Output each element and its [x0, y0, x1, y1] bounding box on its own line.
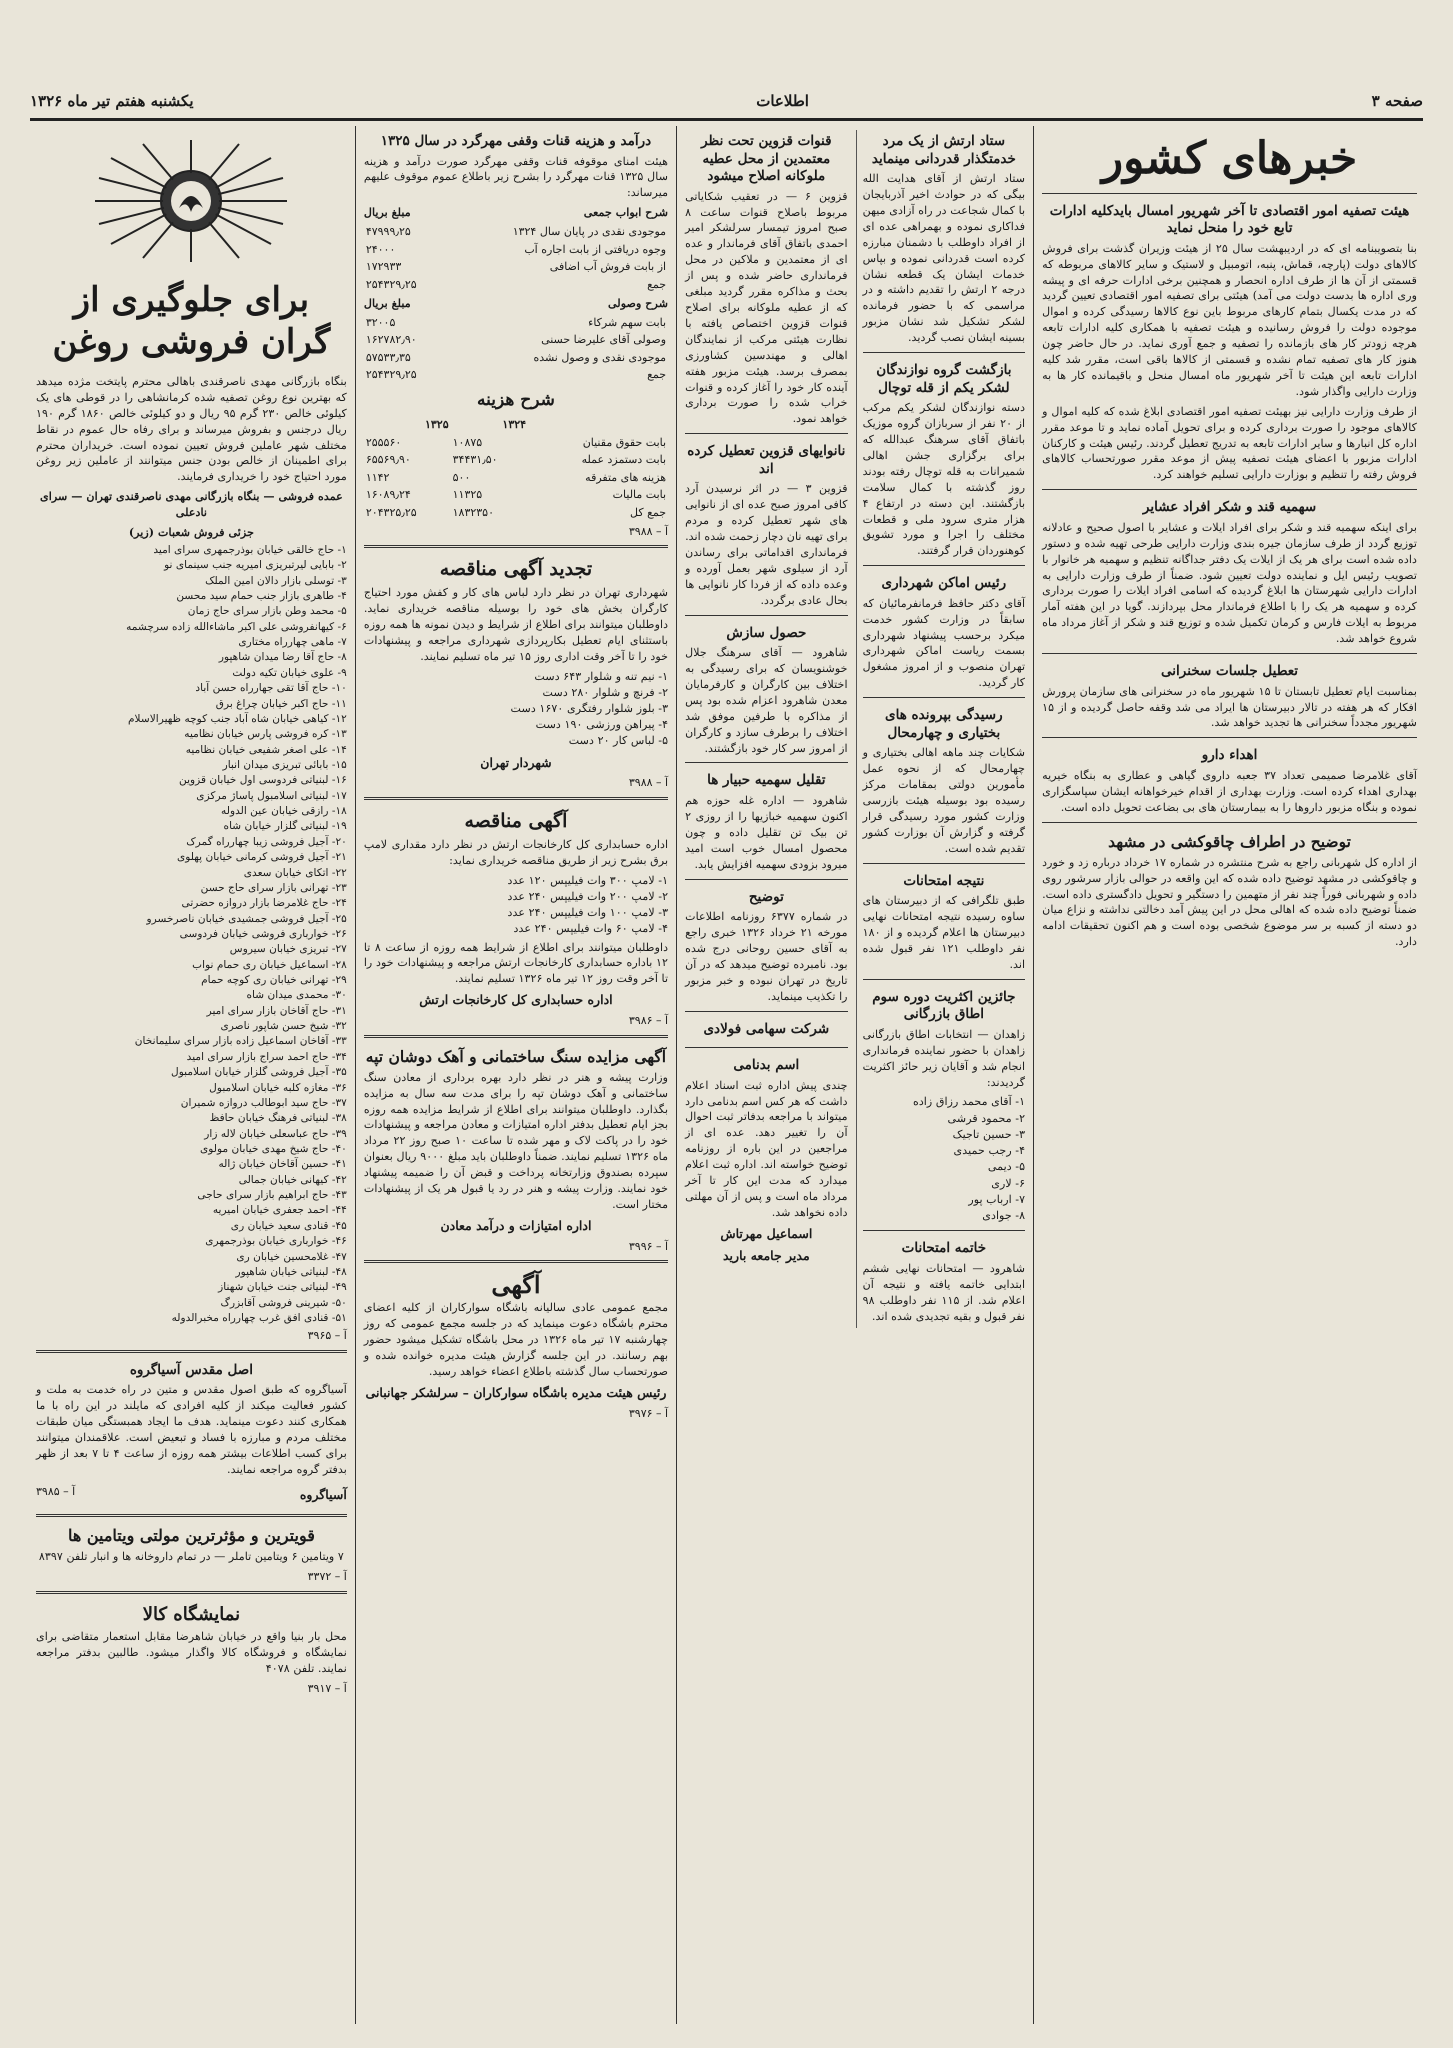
article-title: رسیدگی بپرونده های بختیاری و چهارمحال	[885, 707, 1003, 741]
divider	[1042, 653, 1417, 654]
ad-code: آ – ۳۹۷۶	[628, 1406, 669, 1420]
column-notices	[355, 126, 676, 2024]
list-item: ۴۲- کیهانی خیابان جمالی	[238, 1173, 347, 1186]
divider	[685, 879, 848, 880]
ad-code-row	[364, 1013, 668, 1029]
notice-body: مجمع عمومی عادی سالیانه باشگاه سوارکاران از کلیه اعضای محترم باشگاه دعوت مینماید که در جلسه مجمع عمومی که روز چهارشنبه ۱۷ تیر ماه ۱۳۲۶ در محل باشگاه تشکیل میشود حضور بهم رسانند. در این جلسه گزارش هیئت مدیره خوانده شده و صورتحساب سال گذشته باطلاع اعضاء خواهد رسید.	[363, 1301, 669, 1379]
cell-label: موجودی نقدی و وصول نشده	[533, 350, 667, 364]
list-item: ۲۹- تهرانی خیابان ری کوچه حمام	[201, 974, 347, 987]
divider	[685, 762, 848, 763]
article-body: از طرف وزارت دارایی نیز بهیئت تصفیه امور اقتصادی ابلاغ شده که کلیه اموال و کالاهای موجود را صورت برداری کرده و برای تحویل آماده نماید و تا موعد مقرر اداره کل انبارها و سایر ادارات تابعه به تدریج تعطیل گردند. رئیس هیئت و کارکنان ادارات مزبور با اعضای هیئت تصفیه پیش از موعد مقرر صورتحساب کالاهای فروش رفته را تنظیم و بوزارت دارایی تسلیم خواهند کرد.	[1042, 404, 1417, 482]
list-item: ۸- جوادی	[982, 1209, 1026, 1223]
article-body: بمناسبت ایام تعطیل تابستان تا ۱۵ شهریور ماه در سخنرانی های سازمان پرورش افکار که هر هفته در تالار دبیرستان ها ایراد می شد وقفه حاصل گردیده و از ۱۵ شهریور مجدداً سخنرانی ها تجدید خواهد شد.	[1042, 684, 1417, 730]
list-item: ۴۶- خوارباری خیابان بوذرجمهری	[205, 1235, 347, 1248]
notice-title: درآمد و هزینه قنات وقفی مهرگرد در سال ۱۳۲۵	[380, 133, 652, 149]
divider	[1042, 737, 1417, 738]
column-news	[1033, 126, 1425, 2024]
cell-value: ۱۶۲۷۸۲٫۹۰	[365, 333, 417, 347]
cell-value: ۵۰۰	[452, 470, 471, 484]
signature: اسماعیل مهرتاش	[720, 1225, 813, 1241]
sun-emblem-icon	[81, 136, 301, 266]
column-provincial-news	[676, 126, 1033, 2024]
list-item: ۱۸- رازقی خیابان عین الدوله	[221, 805, 347, 818]
divider	[364, 1035, 668, 1038]
cell-label: از بابت فروش آب اضافی	[549, 260, 667, 274]
article-title: نانوایهای قزوین تعطیل کرده اند	[687, 443, 846, 477]
list-item: ۳- توسلی بازار دالان امین الملک	[205, 574, 347, 587]
notice-body: آسیاگروه که طبق اصول مقدس و متین در راه خدمت به ملت و کشور فعالیت میکند از کلیه افرادی که مایلند در این راه با ما همکاری کنند دعوت مینماید. هدف ما ایجاد همبستگی میان طبقات مختلف مردم و مبارزه با فساد و تبعیض است. علاقمندان میتوانند برای کسب اطلاعات بیشتر همه روزه از ساعت ۴ تا ۷ بعد از ظهر بدفتر گروه مراجعه نمایند.	[36, 1383, 347, 1476]
article-title: قنوات قزوین تحت نظر معتمدین از محل عطیه ملوکانه اصلاح میشود	[701, 133, 832, 185]
list-item: ۲- فرنچ و شلوار ۲۸۰ دست	[542, 685, 669, 699]
column-ads	[28, 126, 355, 2024]
article-body: برای اینکه سهمیه قند و شکر برای افراد ایلات و عشایر با اصول صحیح و عادلانه توزیع گردد از طرف سازمان جیره بندی وزارت دارایی طرحی تهیه شده و دستور داده شده است برای هر یک از ایلات یک دفتر جداگانه تنظیم و سهمیه هر خانوار با تصویب رئیس ایل و نماینده دولت تعیین شود. ضمناً از طرف وزارت دارایی به ادارات دارایی شهرستان ها ابلاغ گردیده که اسامی افراد ایلات را صورت برداری کرده و سهمیه هر یک را با اطلاع فرماندار محل بپردازند. گویا در این هفته آمار مربوط به ایلات فارس و کرمان تکمیل شده و توزیع قند و شکر از آغاز مرداد ماه شروع خواهد شد.	[1042, 520, 1417, 646]
notice-body: محل بار بنیا واقع در خیابان شاهرضا مقابل استعمار متقاضی برای نمایشگاه و فروشگاه کالا واگذار میشود. طالبین بدفتر مراجعه نمایند. تلفن ۴۰۷۸	[36, 1630, 347, 1676]
article-body: شاهرود — اداره غله حوزه هم اکنون سهمیه خبازیها را از روزی ۲ تن بیک تن تقلیل داده و چون محصول امسال خوب است امید میرود بزودی سهمیه افزایش یابد.	[685, 794, 848, 871]
ad-code-row	[364, 775, 668, 791]
columns	[28, 126, 1425, 2024]
cell-value: ۲۴۰۰۰	[365, 242, 396, 256]
divider	[1042, 822, 1417, 823]
article-title: حصول سازش	[726, 624, 807, 641]
list-item: ۲۲- اتکای خیابان سعدی	[243, 866, 347, 879]
article-body: آقای غلامرضا صمیمی تعداد ۳۷ جعبه داروی گیاهی و عطاری به بنگاه خیریه بهداری اهداء کرده است. وزارت بهداری از اقدام خیرخواهانه ایشان سپاسگزاری نموده و بنگاه مزبور داروها را به بیمارستان های بی بضاعت تحویل داده است.	[1042, 768, 1417, 814]
signature: شهردار تهران	[480, 754, 552, 770]
masthead-rule	[30, 118, 1423, 121]
table-row	[364, 258, 668, 276]
list-item: ۳۴- حاج احمد سراج بازار سرای امید	[186, 1050, 347, 1063]
cell-label: بابت دستمزد عمله	[581, 453, 667, 467]
notice-title: قویترین و مؤثرترین مولتی ویتامین ها	[67, 1525, 315, 1545]
table-row	[364, 349, 668, 367]
cell-label: جمع	[647, 278, 667, 291]
list-item: ۳۵- آجیل فروشی گلزار خیابان اسلامبول	[171, 1066, 347, 1079]
signature: رئیس هیئت مدیره باشگاه سوارکاران – سرلشکر جهانبانی	[365, 1384, 667, 1400]
article-body: قزوین ۶ — در تعقیب شکایاتی مربوط باصلاح قنوات ساعت ۸ صبح امروز تیمسار سرلشکر امیر احمدی باتفاق آقای فرماندار و عده ای از معتمدین و ملاکین در محل فرمانداری حاضر شده و پس از بحث و مذاکره مقرر گردید مبلغی که از عطیه ملوکانه برای اصلاح قنوات قزوین اختصاص یافته با نظارت هیئتی مرکب از نمایندگان اهالی و مهندسین کشاورزی بمصرف برسد. هیئت مزبور هفته آینده کار خود را آغاز کرده و قنوات خراب شده را صورت برداری خواهد نمود.	[685, 189, 848, 426]
article-body: بنا بتصویبنامه ای که در اردیبهشت سال ۲۵ از هیئت وزیران گذشت برای فروش کالاهای دولت (پارچه، قماش، پنبه، اتومبیل و لاستیک و سایر کالاهای مربوطه که قسمتی از آن ها از طرف اداره انحصار و همچنین برخی ادارات حرفه ای و پیشه وری اداره ها بدست دولت می آمد) هیئتی برای تصفیه امور اقتصادی تعیین گردید که در مدت یکسال بتمام کارهای مربوط باین نوع کالاها رسیدگی کرده و اموال موجوده دولت را فروش رسانیده و هیئت تصفیه با همکاری کلیه ادارات تابعه هرچه زودتر کار های بازمانده را تصفیه و جمع آوری نماید. در حال حاضر چون هنوز کار های تصفیه تمام نشده و قسمتی از کالاها باقی است، مقرر شد کلیه ادارات تابعه این هیئت تا آخر شهریور ماه امسال منحل و باقیمانده کار ها به وزارت دارایی واگذار شود.	[1042, 241, 1417, 398]
article-title: نتیجه امتحانات	[903, 872, 985, 889]
list-item: ۲- لامپ ۲۰۰ وات فیلیپس ۲۴۰ عدد	[507, 889, 669, 903]
list-item: ۳۷- حاج سید ابوطالب دروازه شمیران	[180, 1096, 347, 1109]
divider	[863, 979, 1026, 980]
list-item: ۹- علوی خیابان تکیه دولت	[232, 666, 347, 679]
article-title: اهداء دارو	[1201, 747, 1258, 764]
cell-value: ۲۵۴۳۲۹٫۲۵	[365, 278, 417, 291]
table-row	[364, 469, 668, 487]
cell-label: جمع کل	[630, 506, 667, 520]
table-caption: شرح ابواب جمعی	[583, 205, 669, 220]
notice-title: نمایشگاه کالا	[142, 1603, 241, 1625]
notice-body: وزارت پیشه و هنر در نظر دارد بهره برداری از معادن سنگ ساختمانی و آهک دوشان تپه را برای مدت سه سال به مزایده بگذارد. داوطلبان میتوانند برای اطلاع از شرایط مزایده همه روزه بجز ایام تعطیل بدفتر اداره امتیازات و معادن مراجعه و پیشنهادات خود را در پاکت لاک و مهر شده تا ساعت ۱۰ صبح روز ۲۲ مرداد ماه ۱۳۲۶ تسلیم نمایند. ضمناً داوطلبان باید مبلغ ۹۰۰۰ ریال بعنوان سپرده بصندوق وزارتخانه پرداخت و قبض آن را ضمیمه پیشنهاد خود نمایند. وزارت پیشه و هنر در رد یا قبول هر یک از پیشنهادات مختار است.	[363, 1070, 669, 1211]
cell-value: ۲۰۴۳۲۵٫۲۵	[365, 506, 417, 520]
list-item: ۷- ارباب پور	[968, 1192, 1026, 1206]
ad-code-row	[364, 524, 668, 540]
ad-code: آ – ۳۹۸۸	[628, 524, 669, 538]
article-title: بازگشت گروه نوازندگان لشکر یکم از قله توچال	[876, 362, 1012, 396]
list-item: ۲۰- آجیل فروشی زیبا چهارراه گمرک	[186, 835, 347, 848]
notice-body: شهرداری تهران در نظر دارد لباس های کار و کفش مورد احتیاج کارگران بخش های خود را بوسیله مناقصه خریداری نماید. داوطلبان میتوانند برای اطلاع از شرایط و دیدن نمونه ها همه روزه باستثنای ایام تعطیل بکارپردازی شهرداری مراجعه و پیشنهادات خود را تا آخر وقت اداری روز ۱۵ تیر ماه تسلیم نمایند.	[363, 586, 669, 663]
list-item: ۱۳- کره فروشی پارس خیابان نظامیه	[184, 728, 347, 741]
article-body: طبق تلگرافی که از دبیرستان های ساوه رسیده نتیجه امتحانات نهایی دبیرستان ها اعلام گردیده و از ۱۸۰ نفر داوطلب ۱۲۱ نفر قبول شده اند.	[862, 894, 1026, 971]
names-list	[863, 1094, 1026, 1224]
divider	[685, 1011, 848, 1012]
list-item: ۲۳- تهرانی بازار سرای حاج حسن	[200, 881, 347, 894]
list-item: ۴۹- لبنیاتی جنت خیابان شهناز	[218, 1281, 347, 1294]
divider	[1042, 489, 1417, 490]
signature: آسیاگروه	[299, 1486, 347, 1502]
divider	[364, 545, 668, 548]
emblem	[36, 136, 347, 271]
signature: اداره حسابداری کل کارخانجات ارتش	[419, 992, 613, 1008]
divider	[364, 1260, 668, 1263]
list-item: ۴- طاهری بازار جنب حمام سید محسن	[176, 590, 347, 603]
cell-label: جمع	[647, 368, 667, 382]
table-row	[364, 366, 668, 384]
list-item: ۶- لاری	[991, 1176, 1026, 1190]
divider	[685, 433, 848, 434]
list-item: ۳۸- لبنیاتی فرهنگ خیابان حافظ	[209, 1112, 347, 1125]
cell-label: موجودی نقدی در پایان سال ۱۳۲۴	[512, 225, 667, 239]
table-header	[364, 416, 668, 434]
list-item: ۲۵- آجیل فروشی جمشیدی خیابان ناصرخسرو	[146, 912, 347, 925]
cell-label: بابت حقوق مقنیان	[582, 435, 667, 449]
notice-title: آگهی مناقصه	[464, 810, 568, 833]
article-title: شرکت سهامی فولادی	[703, 1020, 830, 1037]
divider	[685, 615, 848, 616]
list-item: ۲۸- اسماعیل خیابان ری حمام نواب	[192, 958, 347, 971]
notice-body: اداره حسابداری کل کارخانجات ارتش در نظر دارد مقداری لامپ برق بشرح زیر از طریق مناقصه خریداری نماید:	[363, 837, 669, 867]
list-item: ۵۱- قنادی افق غرب چهارراه مخبرالدوله	[171, 1311, 347, 1324]
table-row	[364, 314, 668, 332]
cell-value: ۶۵۵۶۹٫۹۰	[365, 453, 411, 467]
article-body: ستاد ارتش از آقای هدایت الله بیگی که در حوادث اخیر آذربایجان با کمال شجاعت در راه آزادی میهن فداکاری نموده و بهمراهی عده ای از افراد داوطلب با دشمنان مبارزه کرده است قدردانی نموده و بپاس خدمات ایشان یک قطعه نشان درجه ۲ ارتش را تقدیم داشته و در مراسمی که با حضور فرمانده لشکر تشکیل شد نشان مزبور بسینه ایشان نصب گردید.	[862, 172, 1026, 345]
notice-intro: هیئت امنای موقوفه قنات وقفی مهرگرد صورت درآمد و هزینه سال ۱۳۲۵ قنات مهرگرد را بشرح زیر باطلاع عموم موقوف علیهم میرساند:	[363, 154, 669, 200]
list-item: ۳۹- حاج عباسعلی خیابان لاله زار	[204, 1127, 347, 1140]
divider	[863, 697, 1026, 698]
ad-code-row	[36, 1569, 347, 1585]
list-item: ۴۵- قنادی سعید خیابان ری	[230, 1219, 347, 1232]
column-header: ۱۳۲۴	[502, 418, 527, 432]
notice-title: تجدید آگهی مناقصه	[439, 558, 593, 581]
cell-value: ۳۲۰۰۵	[365, 315, 396, 329]
article-body: از اداره کل شهربانی راجع به شرح منتشره در شماره ۱۷ خرداد درباره زد و خورد و چاقوکشی در مشهد توضیح داده شده که این واقعه در حوالی بازار سرشور روی داده و شهربانی فوراً چند نفر از متهمین را دستگیر و تحویل دادگستری داده است. ضمناً توضیح داده شده که اهالی محل در این پیش آمد دخالتی نداشته و نزاع میان دو دسته از کسبه بر سر موضوع شخصی بوده است و هم اکنون تحقیقات ادامه دارد.	[1042, 855, 1417, 949]
cell-label: بابت مالیات	[612, 488, 667, 502]
divider	[36, 1591, 347, 1594]
list-item: ۱- لامپ ۳۰۰ وات فیلیپس ۱۲۰ عدد	[507, 873, 669, 887]
list-item: ۱۵- بابائی تبریزی میدان انبار	[222, 759, 347, 771]
list-item: ۴۱- حسین آقاخان خیابان ژاله	[218, 1158, 347, 1171]
list-item: ۴۳- حاج ابراهیم بازار سرای حاجی	[197, 1189, 347, 1202]
ad-code: آ – ۳۹۱۷	[307, 1682, 347, 1696]
list-item: ۱- آقای محمد رزاق زاده	[912, 1095, 1026, 1109]
list-item: ۲۷- تبریزی خیابان سیروس	[229, 943, 347, 956]
list-item: ۳۲- شیخ حسن شاپور ناصری	[220, 1020, 347, 1033]
cell-value: ۱۸۳۲۳۵۰	[452, 506, 494, 520]
finance-table	[364, 314, 668, 384]
cell-label: بابت سهم شرکاء	[588, 315, 667, 329]
divider	[863, 565, 1026, 566]
ad-code: آ – ۳۹۸۶	[628, 1013, 669, 1027]
notice-title: آگهی مزایده سنگ ساختمانی و آهک دوشان تپه	[365, 1046, 667, 1066]
list-item: ۵- لباس کار ۲۰ دست	[568, 734, 669, 748]
issue-date: یکشنبه هفتم تیر ماه ۱۳۲۶	[30, 92, 194, 110]
table-caption: شرح وصولی	[607, 295, 669, 310]
ad-code: آ – ۳۹۶۵	[307, 1329, 347, 1343]
list-item: ۵- دیمی	[987, 1160, 1026, 1174]
cell-value: ۱۶۰۸۹٫۲۴	[365, 488, 411, 502]
notice-body: داوطلبان میتوانند برای اطلاع از شرایط همه روزه از ساعت ۸ تا ۱۲ باداره حسابداری کارخانجات ارتش مراجعه و پیشنهادات خود را تا آخر وقت روز ۱۲ تیر ماه ۱۳۲۶ تسلیم نمایند.	[363, 940, 669, 986]
article-body: در شماره ۶۳۷۷ روزنامه اطلاعات مورخه ۲۱ خرداد ۱۳۲۶ خبری راجع به آقای حسین روحانی درج شده بود. نامبرده توضیح میدهد که در آن تاریخ در تهران نبوده و خبر مزبور را تکذیب مینماید.	[685, 910, 848, 1003]
list-item: ۴- پیراهن ورزشی ۱۹۰ دست	[535, 718, 669, 732]
divider	[863, 352, 1026, 353]
expense-table	[364, 416, 668, 522]
list-item: ۱۹- لبنیاتی گلزار خیابان شاه	[223, 820, 347, 833]
vendor-list	[36, 543, 347, 1326]
items-list	[364, 669, 668, 750]
paper-name: اطلاعات	[756, 92, 809, 110]
table-row	[364, 486, 668, 504]
list-item: ۴- رجب حمیدی	[953, 1144, 1026, 1158]
cell-value: ۱۱۴۲	[365, 470, 390, 484]
article-title: خاتمه امتحانات	[901, 1240, 987, 1257]
table-unit: مبلغ بریال	[363, 295, 411, 310]
masthead	[30, 88, 1423, 114]
list-item: ۳- لامپ ۱۰۰ وات فیلیپس ۲۴۰ عدد	[507, 906, 669, 920]
list-item: ۱۷- لبنیاتی اسلامبول پاساژ مرکزی	[196, 789, 347, 802]
divider	[863, 863, 1026, 864]
list-item: ۳- حسین تاجیک	[952, 1127, 1026, 1141]
cell-value: ۲۵۴۳۲۹٫۲۵	[365, 368, 417, 382]
list-item: ۳۶- مغازه کلبه خیابان اسلامبول	[209, 1081, 347, 1094]
ad-headline: برای جلوگیری از گران فروشی روغن	[52, 279, 331, 363]
article-body: شاهرود — آقای سرهنگ جلال خوشنویسان که برای رسیدگی به اختلاف بین کارگران و کارفرمایان معدن شاهرود اعزام شده بود پس از مذاکره با طرفین موفق شد اختلاف را برطرف سازد و کارگران از امروز سر کار خود بازگشتند.	[685, 646, 848, 755]
article-body: شاهرود — امتحانات نهایی ششم ابتدایی خاتمه یافته و نتیجه آن اعلام شد. از ۱۱۵ نفر داوطلب ۹۸ نفر قبول و بقیه تجدیدی شده اند.	[862, 1261, 1026, 1323]
cell-label: وجوه دریافتی از بابت اجاره آب	[524, 242, 667, 256]
table-row	[364, 276, 668, 294]
table-unit: مبلغ بریال	[363, 205, 411, 220]
table-row	[364, 223, 668, 241]
divider	[1042, 193, 1417, 194]
list-item: ۳۰- محمدی میدان شاه	[246, 989, 347, 1002]
list-item: ۱۰- حاج آقا تقی جهارراه حسن آباد	[195, 682, 347, 695]
ad-code-row	[364, 1406, 668, 1422]
items-list	[364, 873, 668, 938]
cell-value: ۴۷۹۹۹٫۲۵	[365, 225, 411, 239]
article-title: سهمیه قند و شکر افراد عشایر	[1142, 499, 1317, 516]
list-item: ۲۱- آجیل فروشی کرمانی خیابان پهلوی	[176, 851, 347, 864]
article-body: شکایات چند ماهه اهالی بختیاری و چهارمحال که از نحوه عمل مأمورین دولتی بمقامات مرکز رسیده بود بوسیله هیئت بازرسی وزارت کشور مورد رسیدگی قرار گرفته و گزارش آن بوزارت کشور تقدیم شده است.	[862, 746, 1026, 855]
list-item: ۵- محمد وطن بازار سرای حاج زمان	[187, 605, 347, 618]
article-title: هیئت تصفیه امور اقتصادی تا آخر شهریور امسال بایدکلیه ادارات تابع خود را منحل نماید	[1049, 202, 1410, 237]
article-title: رئیس اماکن شهرداری	[881, 575, 1007, 592]
table-caption: شرح هزینه	[477, 389, 555, 410]
cell-value: ۳۴۴۳۱٫۵۰	[452, 453, 498, 467]
article-title: ستاد ارتش از یک مرد خدمتگذار قدردانی مینماید	[871, 133, 1016, 167]
list-item: ۴۷- غلامحسین خیابان ری	[236, 1250, 347, 1263]
ad-code-row	[36, 1328, 347, 1344]
ad-intro: بنگاه بازرگانی مهدی ناصرقندی باهالی محترم پایتخت مژده میدهد که بهترین نوع روغن تصفیه شده کرمانشاهی را در قوطی های یک کیلوئی خالص ۲۳۰ گرم ۹۵ ریال و دو کیلوئی خالص ۱۸۶۰ گرم ۱۹۰ ریال درجنس و بفروش میرساند و برای رفاه حال عموم در نقاط مختلف شهر عاملین فروش تعیین نموده است. خریداران محترم برای اطمینان از خالص بودن جنس میتوانند از عاملین زیر روغن مورد احتیاج خود را خریداری فرمایند.	[36, 374, 347, 484]
cell-value: ۵۷۵۳۳٫۳۵	[365, 350, 411, 364]
list-item: ۸- حاج آقا رضا میدان شاهپور	[218, 651, 347, 664]
list-item: ۳۱- حاج آقاخان بازار سرای امیر	[206, 1004, 347, 1017]
divider	[36, 1350, 347, 1353]
article-title: جائزین اکثریت دوره سوم اطاق بازرگانی	[872, 988, 1016, 1023]
table-row	[364, 504, 668, 522]
section-title: خبرهای کشور	[1101, 133, 1358, 184]
article-title: توضیح در اطراف چاقوکشی در مشهد	[1108, 831, 1351, 851]
cell-value: ۱۰۸۷۵	[452, 435, 483, 449]
table-row	[364, 241, 668, 259]
divider	[36, 1514, 347, 1517]
notice-title: آگهی	[491, 1270, 541, 1300]
list-item: ۳۳- آقاخان اسماعیل زاده بازار سرای سلیمانخان	[134, 1035, 347, 1048]
list-item: ۵۰- شیرینی فروشی آقابزرگ	[220, 1296, 347, 1309]
article-body: زاهدان — انتخابات اطاق بازرگانی زاهدان با حضور نماینده فرمانداری انجام شد و آقایان زیر حائز اکثریت گردیدند:	[862, 1027, 1026, 1089]
article-title: تقلیل سهمیه حبیار ها	[707, 772, 826, 789]
list-item: ۲- محمود قرشی	[947, 1111, 1026, 1125]
signature: مدیر جامعه بارید	[723, 1247, 810, 1263]
list-item: ۱- نیم تنه و شلوار ۶۴۳ دست	[534, 669, 669, 683]
article-body: قزوین ۳ — در اثر نرسیدن آرد کافی امروز صبح عده ای از نانوایی های شهر تعطیل کرده و مردم برای تهیه نان دچار زحمت شده اند. فرمانداری اقداماتی برای رساندن آرد از سیلوی شهر بعمل آورده و وعده داده که از فردا کار نانوایی ها بحال عادی برگردد.	[685, 482, 848, 607]
vendor-list-title: جزئی فروش شعبات (زیر)	[128, 525, 254, 540]
page-number: صفحه ۳	[1371, 92, 1423, 110]
list-item: ۷- ماهی چهارراه مختاری	[238, 636, 347, 649]
cell-label: هزینه های متفرقه	[585, 470, 667, 484]
notice-body: ۷ ویتامین ۶ ویتامین تاملر — در تمام داروخانه ها و انبار تلفن ۸۳۹۷	[38, 1550, 344, 1564]
cell-label: وصولی آقای علیرضا حسنی	[541, 333, 667, 347]
divider	[364, 797, 668, 800]
article-title: تعطیل جلسات سخنرانی	[1161, 663, 1299, 680]
ad-code-row	[364, 1239, 668, 1255]
list-item: ۱۴- علی اصغر شفیعی خیابان نظامیه	[185, 743, 347, 756]
ad-code: آ – ۳۹۹۶	[628, 1239, 669, 1253]
cell-value: ۱۱۳۲۵	[452, 488, 483, 502]
signature: اداره امتیازات و درآمد معادن	[440, 1217, 592, 1233]
list-item: ۴۰- حاج شیخ مهدی خیابان مولوی	[200, 1142, 347, 1155]
divider	[863, 1230, 1026, 1231]
ad-code: آ – ۳۳۷۲	[307, 1570, 347, 1584]
list-item: ۴- لامپ ۶۰ وات فیلیپس ۲۴۰ عدد	[513, 922, 669, 936]
article-body: دسته نوازندگان لشکر یکم مرکب از ۲۰ نفر از سربازان گروه موزیک باتفاق آقای سرهنگ عبدالله که برای برگزاری جشن اهالی شمیرانات به قله توچال رفته بودند روز گذشته با کمال سلامت بازگشتند. این دسته در ارتفاع ۴ هزار متری سرود ملی و قطعات مختلف را اجرا و مورد تشویق کوهنوردان قرار گرفتند.	[862, 401, 1026, 558]
list-item: ۱۲- کیاهی خیابان شاه آباد جنب کوچه ظهیرالاسلام	[127, 712, 347, 725]
table-row	[364, 331, 668, 349]
list-item: ۱۶- لبنیاتی فردوسی اول خیابان قزوین	[179, 774, 347, 787]
table-row	[364, 451, 668, 469]
article-title: توضیح	[748, 888, 784, 905]
cell-value: ۱۷۲۹۳۳	[365, 260, 402, 274]
list-item: ۲۶- خوارباری فروشی خیابان فردوسی	[179, 927, 347, 940]
list-item: ۶- کیهانفروشی علی اکبر ماشاءالله زاده سرچشمه	[126, 620, 347, 633]
ad-wholesale: عمده فروشی — بنگاه بازرگانی مهدی ناصرقندی تهران — سرای نادعلی	[39, 489, 343, 520]
cell-value: ۲۵۵۵۶۰	[365, 435, 402, 449]
list-item: ۱۱- حاج اکبر خیابان چراغ برق	[215, 697, 347, 710]
table-row	[364, 434, 668, 452]
ad-code: آ – ۳۹۸۵	[36, 1484, 76, 1498]
article-body: آقای دکتر حافظ فرمانفرمائیان که سابقاً در وزارت کشور خدمت میکرد برحسب پیشنهاد شهرداری بسمت ریاست اماکن شهرداری تهران منصوب و از امروز مشغول کار گردید.	[862, 596, 1026, 690]
ad-code-row	[36, 1681, 347, 1697]
list-item: ۲۴- حاج غلامرضا بازار دروازه حضرتی	[181, 897, 347, 910]
list-item: ۴۸- لبنیاتی خیابان شاهپور	[235, 1265, 347, 1278]
divider	[685, 1047, 848, 1048]
list-item: ۲- بابایی لیرتبریزی امیریه جنب سینمای نو	[164, 559, 347, 572]
list-item: ۳- بلوز شلوار رفتگری ۱۶۷۰ دست	[510, 702, 669, 715]
list-item: ۴۴- احمد جعفری خیابان امیریه	[212, 1204, 347, 1217]
ad-code: آ – ۳۹۸۸	[628, 776, 669, 790]
list-item: ۱- حاج خالقی خیابان بوذرجمهری سرای امید	[153, 543, 347, 556]
article-title: اسم بدنامی	[733, 1057, 800, 1074]
column-header: ۱۳۲۵	[424, 418, 449, 432]
article-body: چندی پیش اداره ثبت اسناد اعلام داشت که هر کس اسم بدنامی دارد میتواند با مراجعه بدفاتر ثبت احوال آن را تغییر دهد. عده ای از مراجعین در این باره از روزنامه توضیح خواسته اند. اداره ثبت اعلام میدارد که مدت این کار تا آخر مرداد ماه است و پس از آن مهلتی داده نخواهد شد.	[685, 1078, 848, 1219]
finance-table	[364, 223, 668, 293]
notice-title: اصل مقدس آسیاگروه	[129, 1361, 253, 1378]
